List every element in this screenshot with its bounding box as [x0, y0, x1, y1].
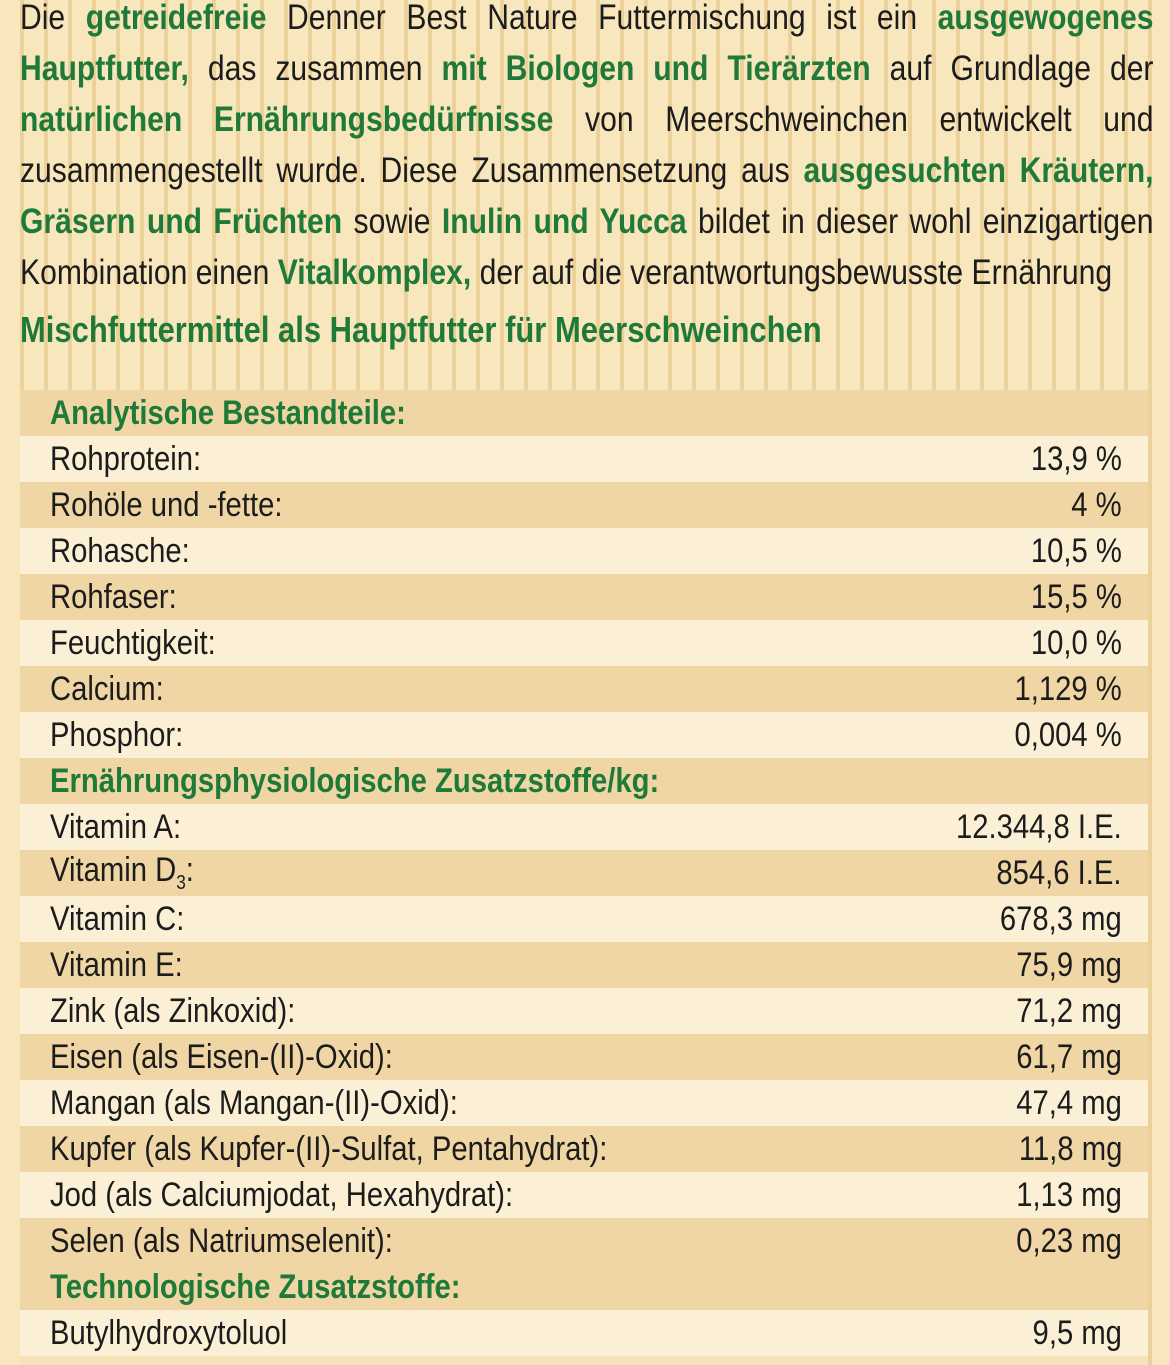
table-row — [20, 1034, 1148, 1080]
table-row — [20, 1310, 1148, 1356]
row-label: Butylhydroxytoluol — [50, 1313, 288, 1352]
row-label: Mangan (als Mangan-(II)-Oxid): — [50, 1083, 458, 1122]
row-value: 1,129 % — [1014, 669, 1122, 708]
row-value: 15,5 % — [1030, 577, 1122, 616]
table-row — [20, 574, 1148, 620]
row-value: 47,4 mg — [1016, 1083, 1122, 1122]
nutrition-table — [20, 390, 1148, 1365]
table-row — [20, 896, 1148, 942]
row-label: Selen (als Natriumselenit): — [50, 1221, 393, 1260]
row-value: 1,13 mg — [1016, 1175, 1122, 1214]
row-value: 678,3 mg — [1000, 899, 1122, 938]
table-row — [20, 1080, 1148, 1126]
row-value: 61,7 mg — [1016, 1037, 1122, 1076]
section-title: Analytische Bestandteile: — [50, 393, 406, 432]
section-header-technological — [20, 1264, 1148, 1310]
intro-text: das zusammen — [188, 49, 442, 88]
row-label: Jod (als Calciumjodat, Hexahydrat): — [50, 1175, 514, 1214]
additive-rows — [20, 804, 1148, 1264]
table-row — [20, 1126, 1148, 1172]
table-row — [20, 1172, 1148, 1218]
intro-paragraph — [20, 0, 1153, 298]
table-row — [20, 942, 1148, 988]
table-row — [20, 850, 1148, 896]
row-label: Calcium: — [50, 669, 164, 708]
intro-text: der auf die verantwortungsbewusste Ernährung — [471, 253, 1113, 292]
intro-text: Die — [20, 0, 86, 37]
table-row — [20, 482, 1148, 528]
row-label: Rohfaser: — [50, 577, 177, 616]
intro-text: bildet in dieser wohl einzigartigen Kombination einen — [20, 202, 1154, 292]
row-value: 11,8 mg — [1018, 1129, 1122, 1168]
row-value: 854,6 I.E. — [996, 853, 1122, 892]
row-label: Vitamin A: — [50, 807, 182, 846]
analytic-rows — [20, 436, 1148, 758]
row-value: 13,9 % — [1030, 439, 1122, 478]
intro-text: Denner Best Nature Futtermischung ist ein — [266, 0, 938, 37]
intro-text: sowie — [342, 202, 442, 241]
row-label: Rohasche: — [50, 531, 190, 570]
row-value: 75,9 mg — [1016, 945, 1122, 984]
intro-highlight: mit Biologen und Tierärzten — [441, 49, 871, 88]
row-label: Phosphor: — [50, 715, 184, 754]
intro-text: auf Grundlage der — [870, 49, 1154, 88]
table-row — [20, 1218, 1148, 1264]
row-label: Vitamin C: — [50, 899, 185, 938]
intro-highlight: Vitalkomplex, — [277, 253, 472, 292]
row-label: Eisen (als Eisen-(II)-Oxid): — [50, 1037, 393, 1076]
section-header-analytic — [20, 390, 1148, 436]
table-row — [20, 528, 1148, 574]
row-label: Kupfer (als Kupfer-(II)-Sulfat, Pentahydrat): — [50, 1129, 608, 1168]
intro-highlight: ausgewogenes Hauptfutter, — [20, 0, 1154, 88]
row-label: Vitamin $D_3$: — [50, 851, 194, 894]
table-row — [20, 804, 1148, 850]
row-label: Zink (als Zinkoxid): — [50, 991, 296, 1030]
row-value: 0,23 mg — [1016, 1221, 1122, 1260]
table-row — [20, 620, 1148, 666]
row-label: Feuchtigkeit: — [50, 623, 216, 662]
row-value: 10,5 % — [1030, 531, 1122, 570]
main-heading: Mischfuttermittel als Hauptfutter für Meerschweinchen — [20, 309, 822, 350]
row-value: 0,004 % — [1014, 715, 1122, 754]
row-label: Vitamin E: — [50, 945, 183, 984]
row-label: Rohprotein: — [50, 439, 202, 478]
row-value: 9,5 mg — [1032, 1313, 1122, 1352]
row-label: Rohöle und -fette: — [50, 485, 283, 524]
intro-highlight: getreidefreie — [85, 0, 267, 37]
intro-highlight: ausgesuchten Kräutern, Gräsern und Früchten — [20, 151, 1154, 241]
section-title: Ernährungsphysiologische Zusatzstoffe/kg: — [50, 761, 660, 800]
row-value: 12.344,8 I.E. — [956, 807, 1122, 846]
intro-highlight: Inulin und Yucca — [441, 202, 687, 241]
section-header-additives — [20, 758, 1148, 804]
table-row — [20, 666, 1148, 712]
row-value: 4 % — [1071, 485, 1122, 524]
section-title: Technologische Zusatzstoffe: — [50, 1267, 461, 1306]
row-value: 10,0 % — [1030, 623, 1122, 662]
table-row — [20, 988, 1148, 1034]
intro-text: von Meerschweinchen entwickelt und zusammengestellt wurde. Diese Zusammensetzung aus — [20, 100, 1154, 190]
intro-highlight: natürlichen Ernährungsbedürfnisse — [20, 100, 554, 139]
row-value: 71,2 mg — [1016, 991, 1122, 1030]
table-row — [20, 712, 1148, 758]
technological-rows — [20, 1310, 1148, 1356]
table-row — [20, 436, 1148, 482]
